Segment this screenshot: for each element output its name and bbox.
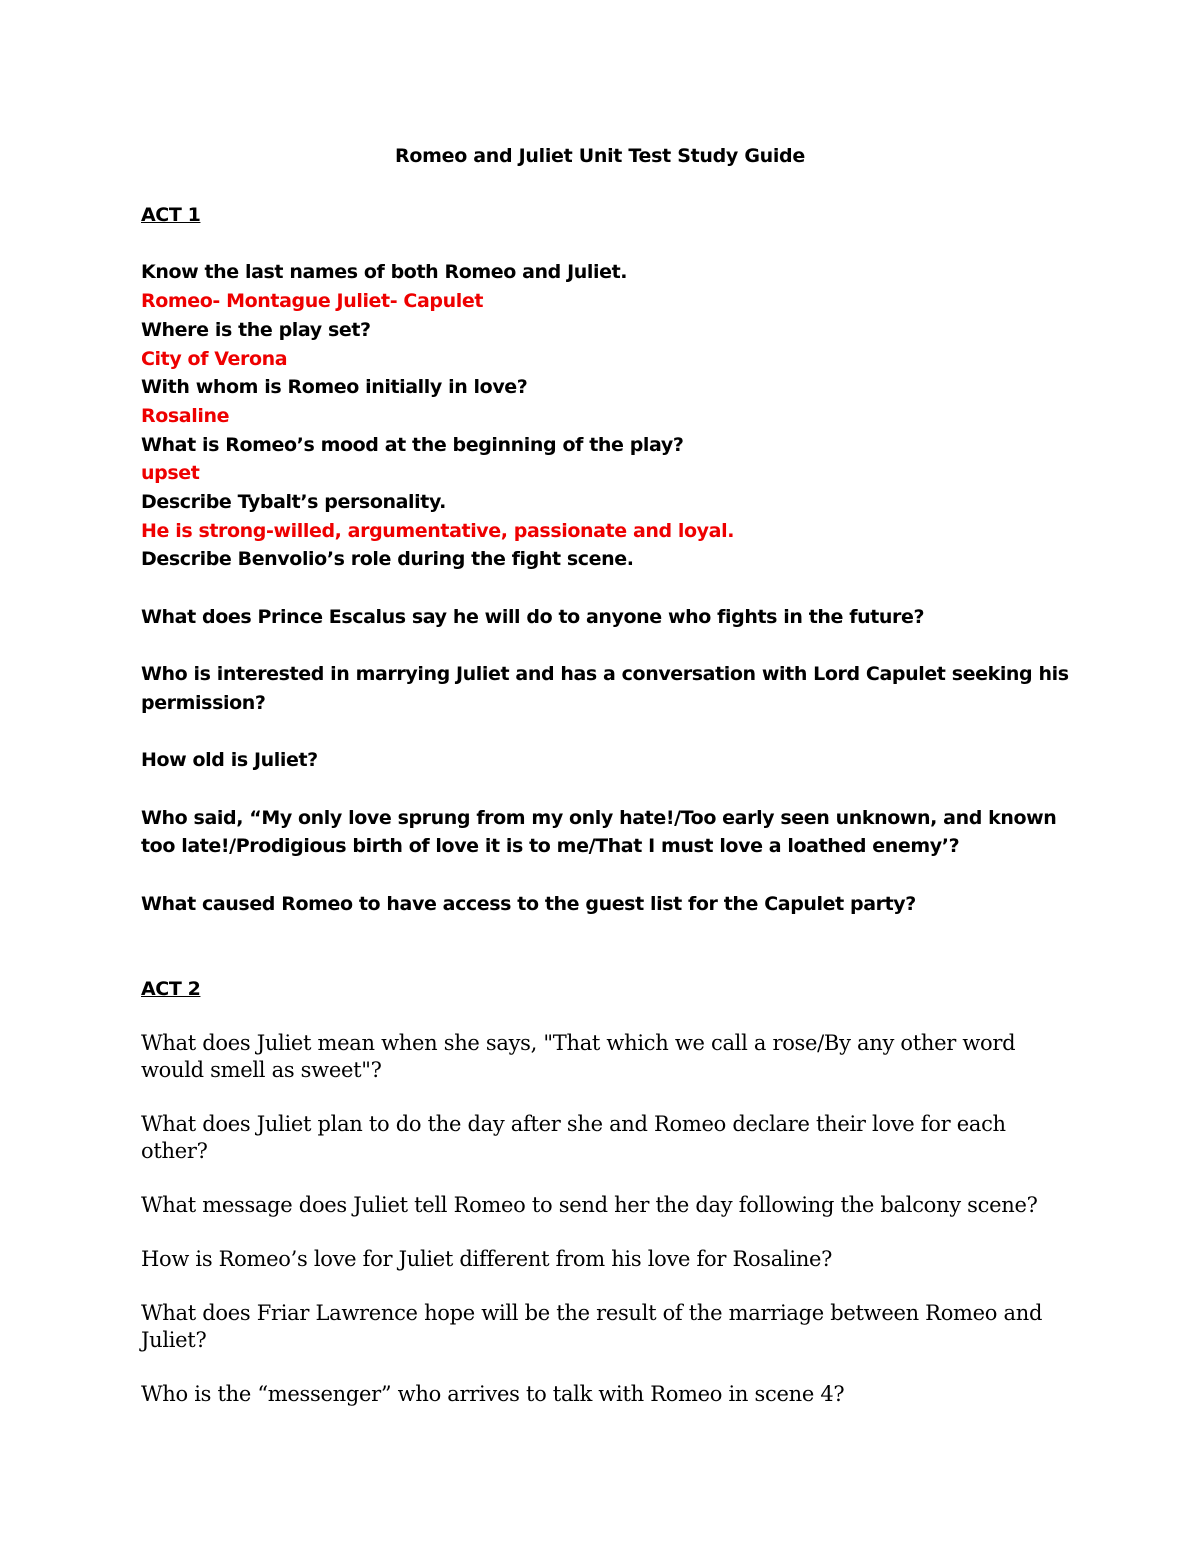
spacer — [141, 718, 1071, 747]
act1-answer-2: City of Verona — [141, 347, 288, 370]
act-1-section — [141, 201, 1075, 918]
act1-answer-1: Romeo- Montague Juliet- Capulet — [141, 290, 484, 313]
act2-question-5: What does Friar Lawrence hope will be the result of the marriage between Romeo and Juliet? — [141, 1301, 1049, 1352]
spacer — [141, 861, 1071, 890]
act1-answer-4: upset — [141, 462, 200, 485]
spacer — [141, 1084, 1071, 1111]
spacer — [141, 574, 1071, 603]
spacer — [141, 230, 1071, 259]
spacer — [141, 1165, 1071, 1192]
spacer — [141, 1273, 1071, 1300]
spacer — [141, 632, 1071, 661]
act1-question-5: Describe Tybalt’s personality. — [141, 491, 446, 514]
act1-question-1: Know the last names of both Romeo and Juliet. — [141, 261, 628, 284]
act1-question-7: What does Prince Escalus say he will do to anyone who fights in the future? — [141, 605, 925, 628]
act1-question-3: With whom is Romeo initially in love? — [141, 376, 528, 399]
spacer — [141, 1219, 1071, 1246]
act2-question-1: What does Juliet mean when she says, "That which we call a rose/By any other word would smell as sweet"? — [141, 1031, 1022, 1082]
act1-answer-5: He is strong-willed, argumentative, passionate and loyal. — [141, 519, 735, 542]
act-1-heading: ACT 1 — [141, 204, 201, 226]
act1-question-8: Who is interested in marrying Juliet and has a conversation with Lord Capulet seeking his permission? — [141, 663, 1075, 714]
act-2-heading: ACT 2 — [141, 978, 201, 1000]
act1-question-2: Where is the play set? — [141, 318, 371, 341]
act1-question-9: How old is Juliet? — [141, 749, 318, 772]
act2-question-2: What does Juliet plan to do the day after she and Romeo declare their love for each other? — [141, 1112, 1013, 1163]
act1-answer-3: Rosaline — [141, 404, 230, 427]
act1-question-4: What is Romeo’s mood at the beginning of the play? — [141, 433, 684, 456]
act-2-section — [141, 976, 1071, 1408]
act1-question-10: Who said, “My only love sprung from my only hate!/Too early seen unknown, and known too late!/Prodigious birth of love it is to me/That I must love a loathed enemy’? — [141, 806, 1063, 858]
spacer — [141, 1003, 1071, 1030]
spacer — [141, 1354, 1071, 1381]
act1-question-11: What caused Romeo to have access to the guest list for the Capulet party? — [141, 892, 916, 915]
act2-question-6: Who is the “messenger” who arrives to talk with Romeo in scene 4? — [141, 1382, 845, 1406]
act2-question-4: How is Romeo’s love for Juliet different from his love for Rosaline? — [141, 1247, 833, 1271]
document-title: Romeo and Juliet Unit Test Study Guide — [395, 145, 805, 167]
act2-question-3: What message does Juliet tell Romeo to send her the day following the balcony scene? — [141, 1193, 1038, 1217]
spacer — [141, 775, 1071, 804]
act1-question-6: Describe Benvolio’s role during the fight scene. — [141, 548, 634, 571]
